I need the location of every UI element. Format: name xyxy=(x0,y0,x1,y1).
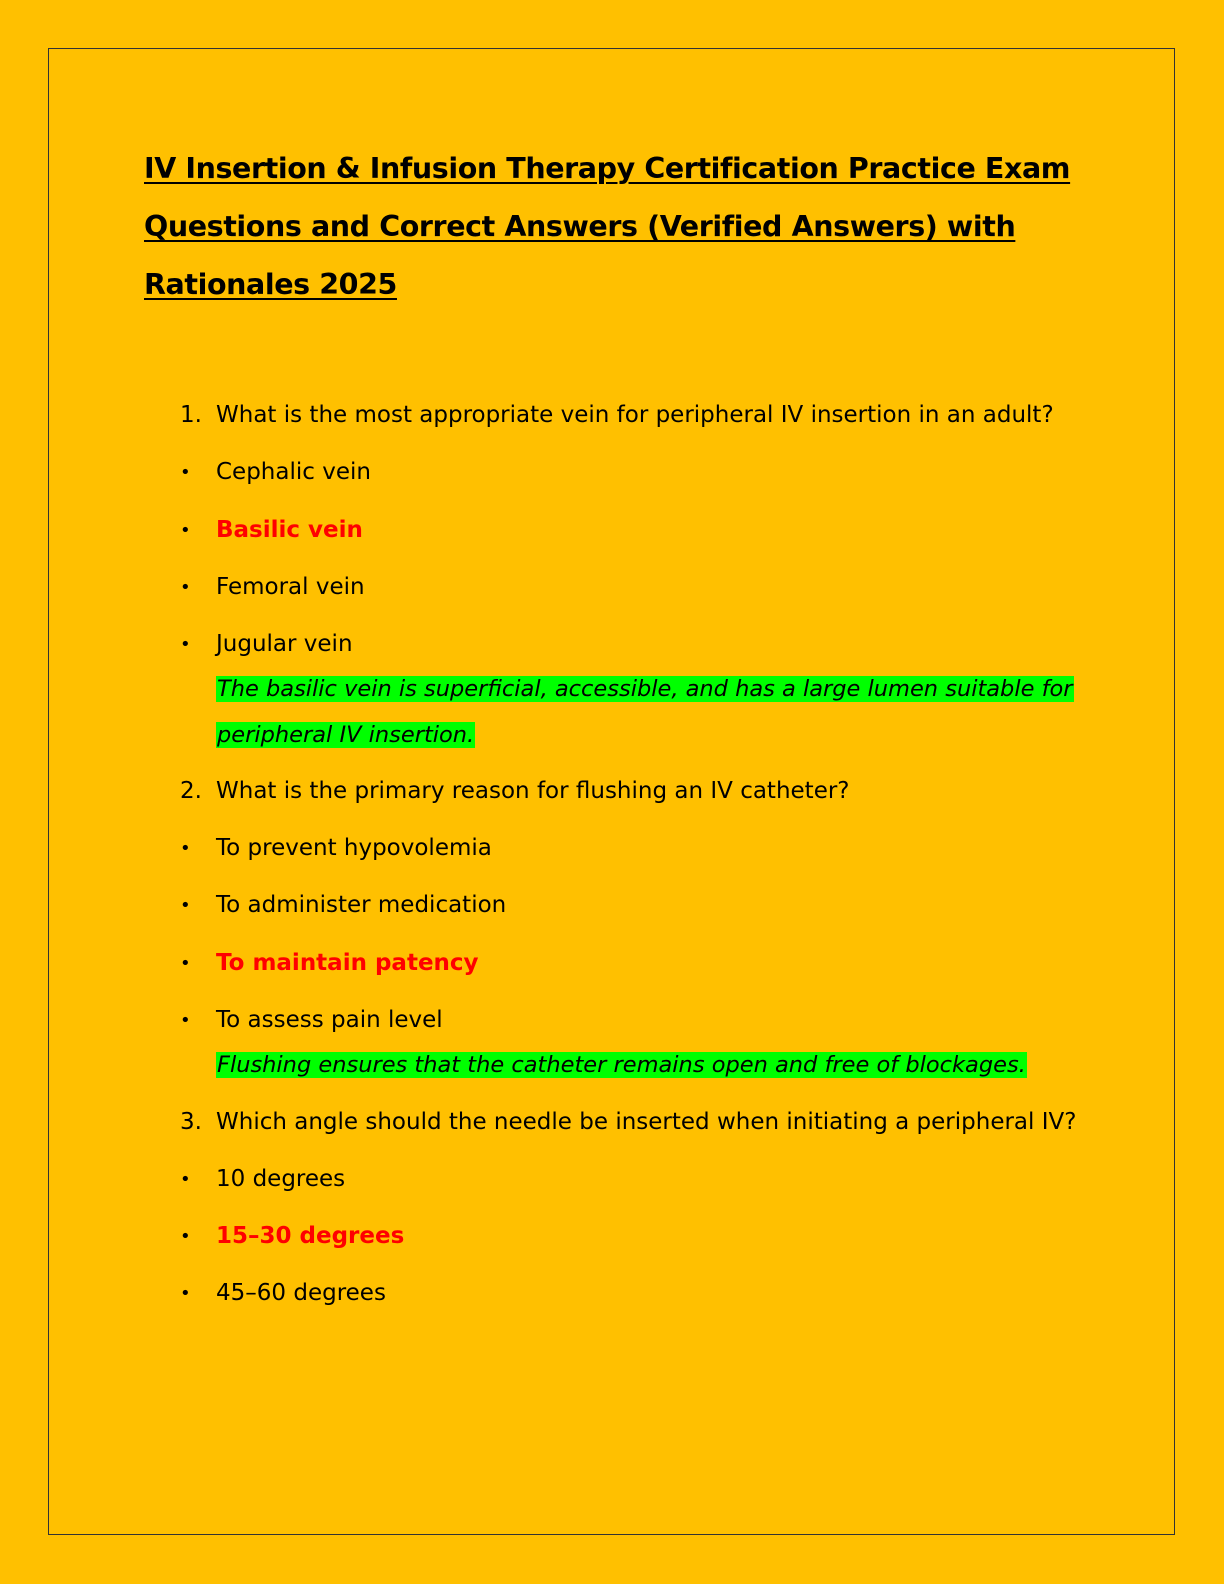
question-text: Which angle should the needle be inserted when initiating a peripheral IV? xyxy=(216,1109,1077,1135)
question-number: 1. xyxy=(180,402,202,428)
question-number: 3. xyxy=(180,1109,202,1135)
rationale-line xyxy=(216,674,1074,704)
correct-answer-option: 15–30 degrees xyxy=(216,1223,405,1249)
rationale-line xyxy=(216,1050,1027,1080)
bullet-icon: • xyxy=(180,1283,191,1304)
question-text: What is the most appropriate vein for peripheral IV insertion in an adult? xyxy=(216,402,1054,428)
rationale-line xyxy=(216,720,475,750)
answer-option: Jugular vein xyxy=(216,631,353,657)
answer-option: 10 degrees xyxy=(216,1166,346,1192)
bullet-icon: • xyxy=(180,953,191,974)
answer-option: Femoral vein xyxy=(216,574,365,600)
correct-answer-option: To maintain patency xyxy=(216,950,479,976)
bullet-icon: • xyxy=(180,634,191,655)
rationale-highlight: The basilic vein is superficial, accessible, and has a large lumen suitable for xyxy=(217,676,1073,702)
document-title: IV Insertion & Infusion Therapy Certification Practice Exam Questions and Correct Answers (Verified Answers) with Rationales 2025 xyxy=(144,152,1071,301)
bullet-icon: • xyxy=(180,1169,191,1190)
bullet-icon: • xyxy=(180,1226,191,1247)
bullet-icon: • xyxy=(180,838,191,859)
question-text: What is the primary reason for flushing an IV catheter? xyxy=(216,778,850,804)
answer-option: Cephalic vein xyxy=(216,459,371,485)
rationale-highlight: Flushing ensures that the catheter remains open and free of blockages. xyxy=(217,1052,1026,1078)
bullet-icon: • xyxy=(180,520,191,541)
answer-option: To prevent hypovolemia xyxy=(216,835,492,861)
bullet-icon: • xyxy=(180,462,191,483)
answer-option: 45–60 degrees xyxy=(216,1280,386,1306)
answer-option: To assess pain level xyxy=(216,1007,443,1033)
answer-option: To administer medication xyxy=(216,892,507,918)
bullet-icon: • xyxy=(180,895,191,916)
correct-answer-option: Basilic vein xyxy=(216,517,363,543)
rationale-highlight: peripheral IV insertion. xyxy=(217,722,475,748)
question-number: 2. xyxy=(180,778,202,804)
bullet-icon: • xyxy=(180,1010,191,1031)
bullet-icon: • xyxy=(180,577,191,598)
